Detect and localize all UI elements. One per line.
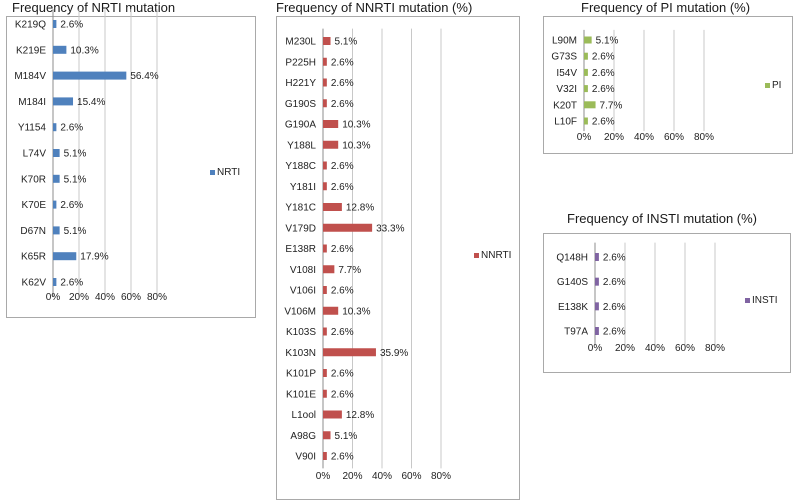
chart-title: Frequency of PI mutation (%) xyxy=(581,0,751,15)
bar xyxy=(53,20,56,28)
bar xyxy=(595,302,599,310)
data-label: 12.8% xyxy=(345,410,375,421)
x-tick-label: 20% xyxy=(614,343,636,354)
legend-swatch xyxy=(765,83,770,88)
bar xyxy=(595,253,599,261)
x-tick-label: 20% xyxy=(342,471,363,482)
nnrti-plot xyxy=(276,0,521,499)
category-label: T97A xyxy=(564,326,588,338)
data-label: 2.6% xyxy=(330,327,354,338)
data-label: 5.1% xyxy=(63,174,87,186)
bar xyxy=(53,97,73,105)
data-label: 12.8% xyxy=(345,202,375,214)
category-label: G190S xyxy=(284,98,316,110)
category-label: K101P xyxy=(285,368,316,380)
bar xyxy=(323,37,331,45)
nrti-plot xyxy=(0,0,260,330)
category-label: K65R xyxy=(20,251,46,263)
category-label: Q148H xyxy=(556,252,588,264)
legend-label: NNRTI xyxy=(481,250,512,261)
bar xyxy=(323,411,342,419)
bar xyxy=(53,72,126,80)
bar xyxy=(323,328,327,336)
category-label: M230L xyxy=(285,36,316,48)
category-label: M184V xyxy=(14,71,46,83)
category-label: K62V xyxy=(21,277,46,289)
category-label: V108I xyxy=(289,264,316,276)
bar xyxy=(323,431,331,439)
x-tick-label: 40% xyxy=(371,471,393,482)
category-label: K70R xyxy=(20,174,46,186)
category-label: Y181I xyxy=(289,181,316,193)
category-label: Y1154 xyxy=(17,122,46,134)
x-tick-label: 60% xyxy=(663,132,685,143)
chart-title: Frequency of NRTI mutation xyxy=(12,0,176,15)
category-label: K101E xyxy=(285,389,316,401)
category-label: G73S xyxy=(551,51,577,63)
data-label: 10.3% xyxy=(342,306,371,318)
bar xyxy=(53,201,56,209)
category-label: V106I xyxy=(289,285,316,297)
data-label: 2.6% xyxy=(60,19,84,31)
category-label: V90I xyxy=(295,451,316,463)
pi-plot xyxy=(540,0,794,160)
data-label: 35.9% xyxy=(379,347,409,359)
data-label: 15.4% xyxy=(77,96,106,108)
bar xyxy=(323,369,327,377)
bar xyxy=(584,85,588,92)
data-label: 2.6% xyxy=(591,67,615,79)
bar xyxy=(584,69,588,76)
data-label: 7.7% xyxy=(599,100,623,112)
pi-chart xyxy=(540,0,794,160)
bar xyxy=(53,252,76,260)
legend-swatch xyxy=(745,298,750,303)
data-label: 2.6% xyxy=(330,161,354,172)
data-label: 10.3% xyxy=(70,45,99,57)
category-label: M184I xyxy=(18,96,46,108)
x-tick-label: 40% xyxy=(633,132,655,143)
x-tick-label: 20% xyxy=(68,292,90,303)
data-label: 5.1% xyxy=(334,36,358,48)
category-label: L74V xyxy=(22,148,46,160)
bar xyxy=(584,118,588,125)
x-tick-label: 60% xyxy=(120,292,142,303)
legend-swatch xyxy=(210,170,215,175)
bar xyxy=(323,348,376,356)
data-label: 2.6% xyxy=(330,451,354,463)
data-label: 5.1% xyxy=(63,148,87,160)
bar xyxy=(584,101,596,108)
category-label: V179D xyxy=(285,223,316,235)
data-label: 10.3% xyxy=(342,140,371,152)
data-label: 2.6% xyxy=(602,301,626,313)
bar xyxy=(323,120,338,128)
data-label: 56.4% xyxy=(130,71,159,83)
data-label: 2.6% xyxy=(330,78,354,89)
bar xyxy=(323,182,327,190)
x-tick-label: 20% xyxy=(603,132,625,143)
data-label: 2.6% xyxy=(60,200,84,212)
x-tick-label: 80% xyxy=(146,292,168,303)
bar xyxy=(323,99,327,107)
category-label: K20T xyxy=(553,100,577,112)
bar xyxy=(323,58,327,66)
category-label: E138R xyxy=(285,244,316,255)
legend-label: INSTI xyxy=(752,295,778,306)
bar xyxy=(323,245,327,253)
data-label: 2.6% xyxy=(60,122,84,134)
x-tick-label: 0% xyxy=(315,471,331,482)
bar xyxy=(323,224,372,232)
bar xyxy=(323,390,327,398)
bar xyxy=(584,53,588,60)
data-label: 2.6% xyxy=(330,368,354,380)
data-label: 2.6% xyxy=(60,277,84,289)
category-label: K219E xyxy=(15,45,46,57)
data-label: 2.6% xyxy=(330,181,354,193)
data-label: 2.6% xyxy=(602,252,626,264)
data-label: 2.6% xyxy=(330,98,354,110)
category-label: K103N xyxy=(285,347,316,359)
data-label: 17.9% xyxy=(80,251,109,263)
legend-label: NRTI xyxy=(217,167,241,178)
bar xyxy=(323,452,327,460)
chart-title: Frequency of NNRTI mutation (%) xyxy=(276,0,473,15)
category-label: L1ool xyxy=(291,410,316,421)
data-label: 2.6% xyxy=(330,285,354,297)
bar xyxy=(53,278,56,286)
bar xyxy=(584,37,592,44)
bar xyxy=(323,203,342,211)
insti-plot xyxy=(540,208,794,373)
category-label: P225H xyxy=(285,57,316,69)
category-label: V106M xyxy=(284,306,316,318)
bar xyxy=(323,79,327,87)
category-label: A98G xyxy=(290,430,316,442)
bar xyxy=(53,149,60,157)
bar xyxy=(53,123,56,131)
data-label: 2.6% xyxy=(602,277,626,289)
x-tick-label: 0% xyxy=(576,132,592,143)
category-label: K219Q xyxy=(14,19,46,31)
category-label: H221Y xyxy=(285,78,316,89)
data-label: 2.6% xyxy=(591,116,615,128)
bar xyxy=(595,327,599,335)
category-label: I54V xyxy=(556,67,577,79)
x-tick-label: 80% xyxy=(693,132,715,143)
chart-title: Frequency of INSTI mutation (%) xyxy=(567,211,758,226)
x-tick-label: 80% xyxy=(704,343,726,354)
legend-swatch xyxy=(474,253,479,258)
data-label: 5.1% xyxy=(334,430,358,442)
data-label: 2.6% xyxy=(591,51,615,63)
nnrti-chart xyxy=(276,0,521,499)
legend-label: PI xyxy=(772,80,782,91)
x-tick-label: 40% xyxy=(94,292,116,303)
data-label: 7.7% xyxy=(338,264,362,276)
data-label: 10.3% xyxy=(342,119,371,131)
category-label: D67N xyxy=(20,225,46,237)
bar xyxy=(323,141,338,149)
insti-chart xyxy=(540,208,794,373)
x-tick-label: 0% xyxy=(587,343,603,354)
data-label: 2.6% xyxy=(330,389,354,401)
data-label: 2.6% xyxy=(330,244,354,255)
category-label: Y181C xyxy=(285,202,316,214)
category-label: Y188C xyxy=(285,161,316,172)
category-label: K70E xyxy=(21,200,46,212)
category-label: V32I xyxy=(556,84,577,96)
data-label: 2.6% xyxy=(591,84,615,96)
x-tick-label: 0% xyxy=(45,292,61,303)
category-label: L90M xyxy=(551,35,577,47)
x-tick-label: 80% xyxy=(430,471,452,482)
bar xyxy=(53,226,60,234)
data-label: 2.6% xyxy=(602,326,626,338)
x-tick-label: 60% xyxy=(401,471,422,482)
category-label: Y188L xyxy=(287,140,316,152)
category-label: E138K xyxy=(557,301,588,313)
bar xyxy=(323,162,327,170)
bar xyxy=(323,286,327,294)
bar xyxy=(53,175,60,183)
bar xyxy=(323,265,334,273)
bar xyxy=(323,307,338,315)
data-label: 2.6% xyxy=(330,57,354,69)
category-label: K103S xyxy=(285,327,316,338)
category-label: G140S xyxy=(556,277,588,289)
category-label: L10F xyxy=(554,116,577,128)
nrti-chart xyxy=(0,0,260,330)
data-label: 33.3% xyxy=(376,223,405,235)
data-label: 5.1% xyxy=(63,225,87,237)
category-label: G190A xyxy=(284,119,316,131)
bar xyxy=(595,278,599,286)
bar xyxy=(53,46,66,54)
data-label: 5.1% xyxy=(595,35,619,47)
x-tick-label: 60% xyxy=(674,343,696,354)
x-tick-label: 40% xyxy=(644,343,666,354)
